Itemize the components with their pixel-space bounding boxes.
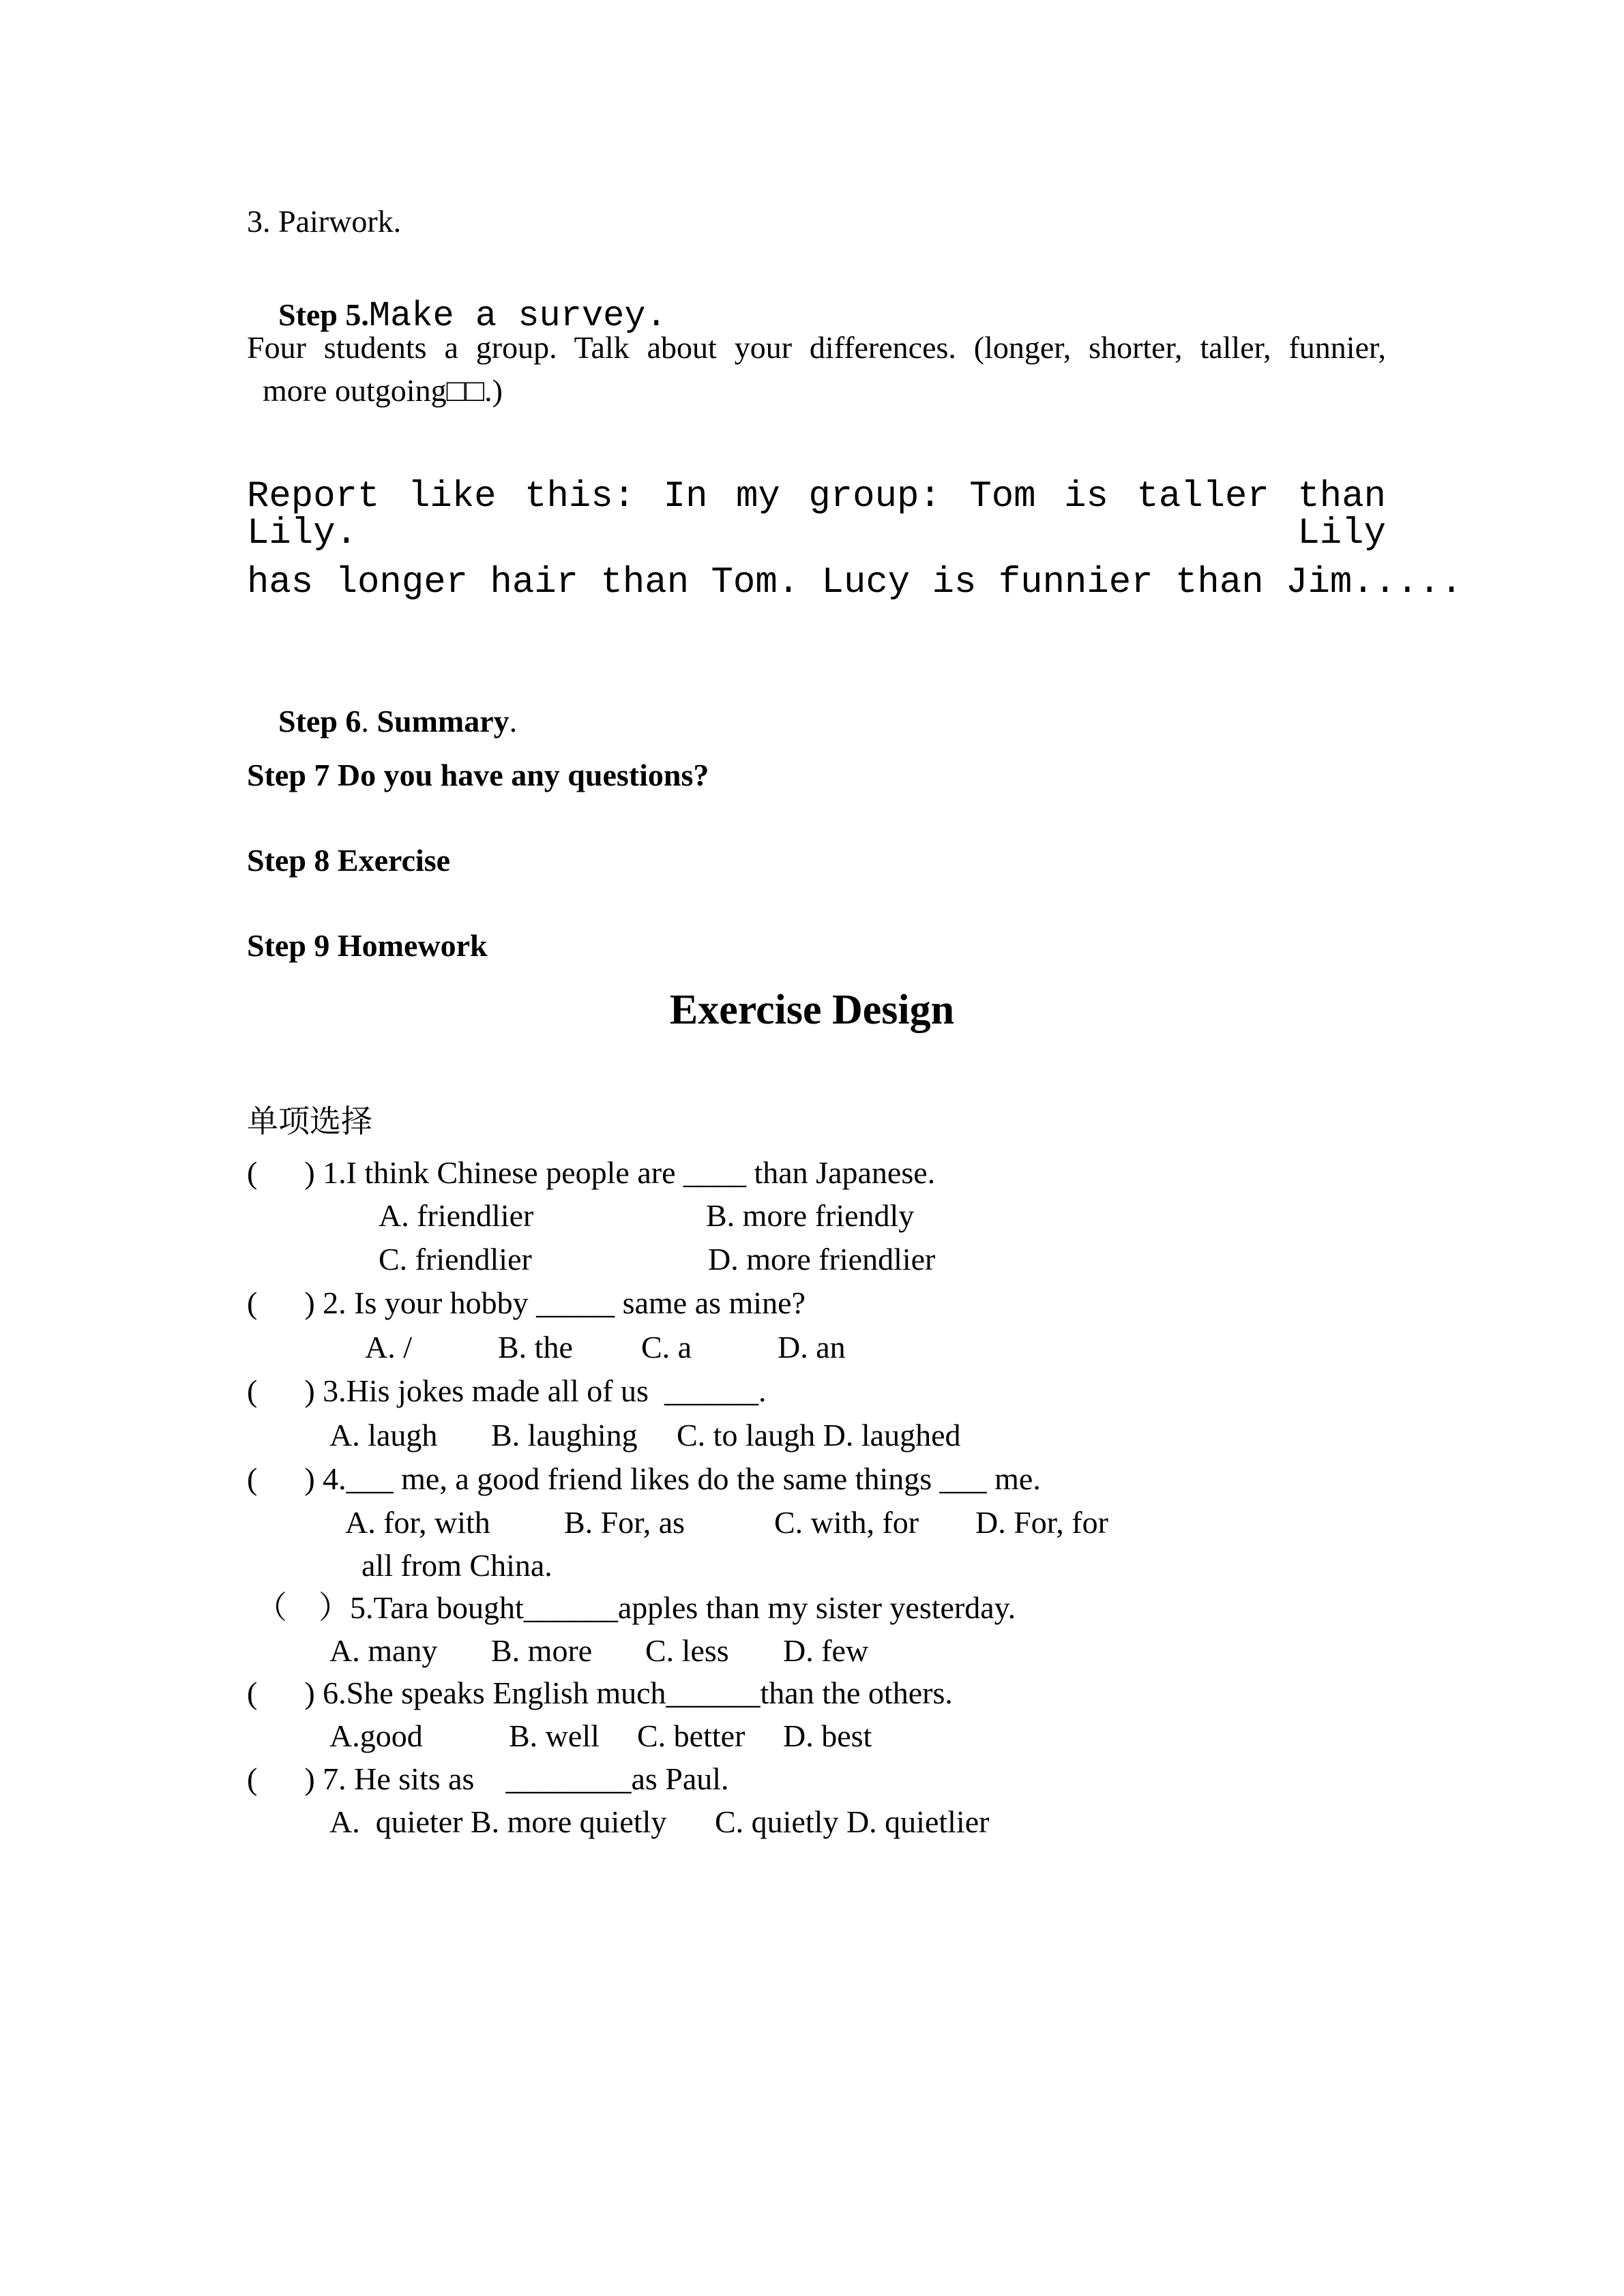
step5-instructions-line2: more outgoing□□.) xyxy=(263,373,503,408)
question-1-option-b: B. more friendly xyxy=(706,1198,915,1233)
question-6-option-a: A.good xyxy=(329,1718,423,1753)
step6-end: . xyxy=(509,704,518,739)
question-5-option-d: D. few xyxy=(783,1633,869,1668)
question-6-option-c: C. better xyxy=(637,1718,745,1753)
question-2-option-b: B. the xyxy=(498,1330,573,1365)
question-3-option-a: A. laugh xyxy=(329,1418,438,1452)
question-4-option-c: C. with, for xyxy=(774,1505,919,1540)
question-4-extra-line: all from China. xyxy=(361,1548,552,1583)
question-2-option-c: C. a xyxy=(641,1330,692,1365)
question-3-stem: ( ) 3.His jokes made all of us ______. xyxy=(247,1373,767,1408)
report-line2: has longer hair than Tom. Lucy is funnier than Jim..... xyxy=(247,562,1463,603)
question-1-option-a: A. friendlier xyxy=(379,1198,534,1233)
section-label: 单项选择 xyxy=(247,1104,372,1139)
question-2-option-a: A. / xyxy=(365,1330,412,1365)
exercise-title: Exercise Design xyxy=(669,987,955,1033)
step9-heading: Step 9 Homework xyxy=(247,928,488,963)
step5-instructions-line1: Four students a group. Talk about your differences. (longer, shorter, taller, funnier, xyxy=(247,330,1386,365)
question-5-option-b: B. more xyxy=(491,1633,593,1668)
question-2-stem: ( ) 2. Is your hobby _____ same as mine? xyxy=(247,1285,806,1320)
step5-title: Make a survey. xyxy=(368,296,667,336)
question-7-stem: ( ) 7. He sits as ________as Paul. xyxy=(247,1761,729,1796)
step5-label: Step 5. xyxy=(278,297,369,332)
question-4-stem: ( ) 4.___ me, a good friend likes do the same things ___ me. xyxy=(247,1461,1041,1496)
step6-heading xyxy=(247,674,517,769)
question-1-stem: ( ) 1.I think Chinese people are ____ than Japanese. xyxy=(247,1155,936,1190)
step6-label: Step 6 xyxy=(278,704,361,739)
question-7-option-cd: C. quietly D. quietlier xyxy=(715,1804,990,1839)
question-5-stem: （ ）5.Tara bought______apples than my sister yesterday. xyxy=(256,1590,1016,1625)
question-6-option-b: B. well xyxy=(509,1718,600,1753)
question-1-option-d: D. more friendlier xyxy=(708,1242,936,1277)
step7-heading: Step 7 Do you have any questions? xyxy=(247,758,709,792)
question-3-option-cd: C. to laugh D. laughed xyxy=(677,1418,961,1452)
question-4-option-b: B. For, as xyxy=(564,1505,685,1540)
question-4-option-a: A. for, with xyxy=(345,1505,490,1540)
question-2-option-d: D. an xyxy=(778,1330,846,1365)
question-6-option-d: D. best xyxy=(783,1718,872,1753)
pairwork-line: 3. Pairwork. xyxy=(247,204,402,239)
question-7-option-ab: A. quieter B. more quietly xyxy=(329,1804,667,1839)
step8-heading: Step 8 Exercise xyxy=(247,843,451,878)
question-3-option-b: B. laughing xyxy=(491,1418,638,1452)
question-6-stem: ( ) 6.She speaks English much______than the others. xyxy=(247,1675,953,1710)
question-1-option-c: C. friendlier xyxy=(379,1242,532,1277)
question-5-option-c: C. less xyxy=(645,1633,729,1668)
step6-title: Summary xyxy=(377,704,510,739)
step6-dot: . xyxy=(361,704,377,739)
question-4-option-d: D. For, for xyxy=(975,1505,1108,1540)
question-5-option-a: A. many xyxy=(329,1633,438,1668)
report-line1: Report like this: In my group: Tom is taller than Lily. Lily xyxy=(247,476,1386,554)
